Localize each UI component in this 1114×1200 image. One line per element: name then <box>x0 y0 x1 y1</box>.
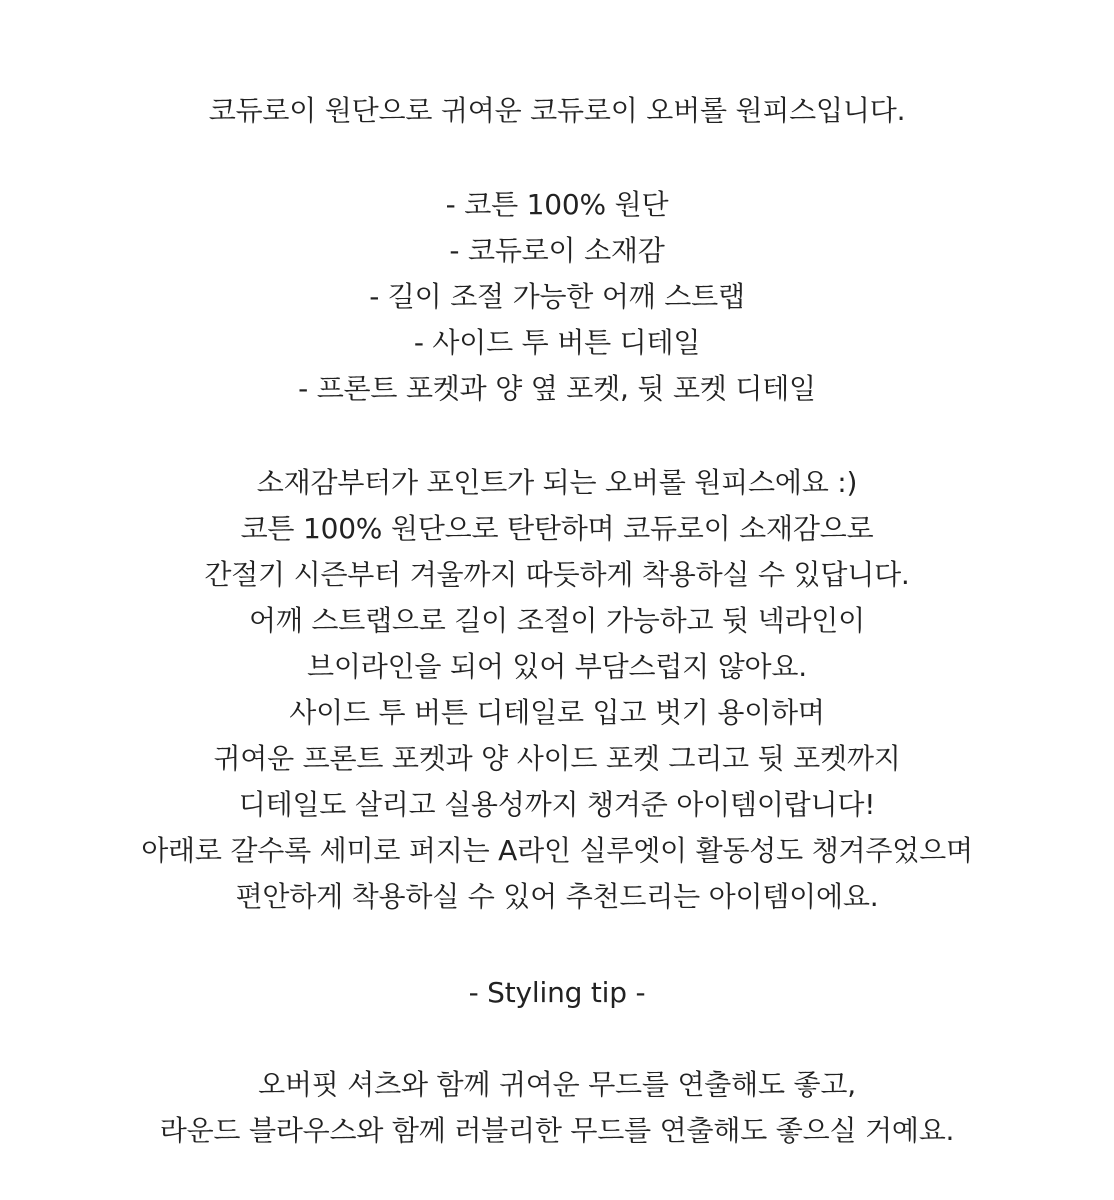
description-line: 편안하게 착용하실 수 있어 추천드리는 아이템이에요. <box>235 880 879 913</box>
feature-item: - 코튼 100% 원단 <box>445 188 669 221</box>
description-line: 브이라인을 되어 있어 부담스럽지 않아요. <box>307 650 807 683</box>
description-line: 귀여운 프론트 포켓과 양 사이드 포켓 그리고 뒷 포켓까지 <box>213 742 901 775</box>
description-line: 아래로 갈수록 세미로 퍼지는 A라인 실루엣이 활동성도 챙겨주었으며 <box>141 834 973 867</box>
description-line: 간절기 시즌부터 겨울까지 따듯하게 착용하실 수 있답니다. <box>204 558 910 591</box>
feature-item: - 프론트 포켓과 양 옆 포켓, 뒷 포켓 디테일 <box>298 372 816 405</box>
description-line: 디테일도 살리고 실용성까지 챙겨준 아이템이랍니다! <box>238 788 876 821</box>
styling-heading: - Styling tip - <box>468 976 646 1009</box>
feature-item: - 사이드 투 버튼 디테일 <box>413 326 701 359</box>
description-line: 사이드 투 버튼 디테일로 입고 벗기 용이하며 <box>289 696 825 729</box>
styling-line: 라운드 블라우스와 함께 러블리한 무드를 연출해도 좋으실 거예요. <box>159 1114 955 1147</box>
description-line: 코튼 100% 원단으로 탄탄하며 코듀로이 소재감으로 <box>240 512 874 545</box>
description-line: 소재감부터가 포인트가 되는 오버롤 원피스에요 :) <box>256 466 858 499</box>
description-line: 어깨 스트랩으로 길이 조절이 가능하고 뒷 넥라인이 <box>248 604 865 637</box>
feature-item: - 길이 조절 가능한 어깨 스트랩 <box>369 280 745 313</box>
intro-text: 코듀로이 원단으로 귀여운 코듀로이 오버롤 원피스입니다. <box>208 94 906 127</box>
styling-line: 오버핏 셔츠와 함께 귀여운 무드를 연출해도 좋고, <box>258 1068 856 1101</box>
feature-item: - 코듀로이 소재감 <box>449 234 665 267</box>
